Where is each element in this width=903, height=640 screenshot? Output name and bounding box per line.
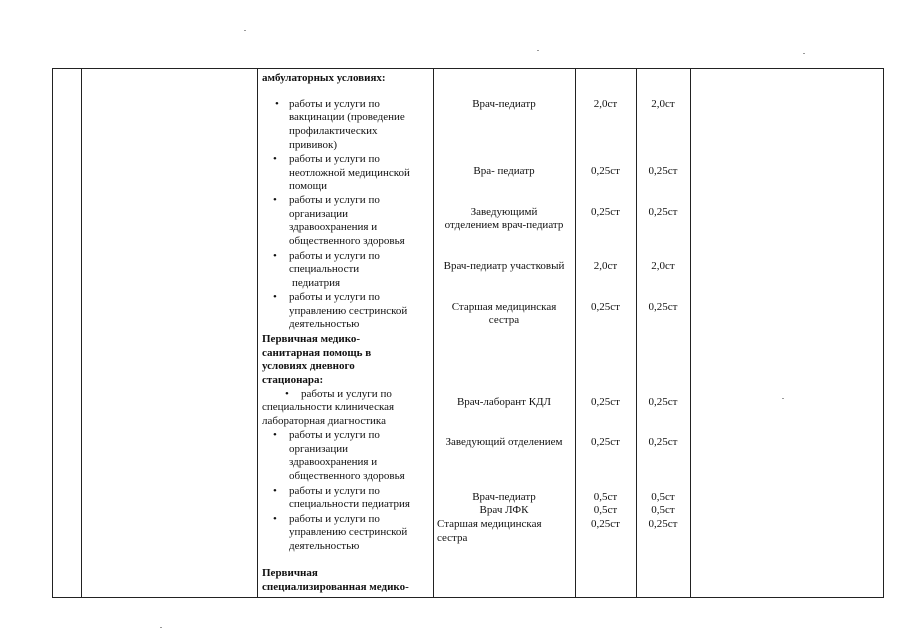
service-line: лабораторная диагностика (262, 415, 386, 427)
position-cell: Врач-педиатр (472, 491, 536, 503)
scan-speck (803, 53, 805, 54)
rate-cell: 0,25ст (648, 206, 678, 218)
rate-cell: 0,5ст (651, 491, 675, 503)
rate-cell: 0,5ст (651, 504, 675, 516)
position-cell: Старшая медицинская (451, 301, 557, 313)
position-cell: Заведующий отделением (445, 436, 563, 448)
service-line: общественного здоровья (289, 235, 405, 247)
section-heading-day-hospital: Первичная медико- (262, 333, 361, 345)
rate-cell: 2,0ст (651, 98, 675, 110)
position-cell: Старшая медицинская (437, 518, 542, 530)
table-column-divider (433, 69, 434, 597)
service-line: здравоохранения и (289, 221, 378, 233)
service-line: работы и услуги по (289, 250, 380, 262)
service-line: профилактических (289, 125, 378, 137)
position-cell: Врач ЛФК (479, 504, 529, 516)
position-cell: отделением врач-педиатр (444, 219, 564, 231)
table-column-divider (690, 69, 691, 597)
rate-cell: 2,0ст (593, 98, 618, 110)
rate-cell: 0,25ст (591, 301, 620, 313)
service-line: помощи (289, 180, 327, 192)
service-line: вакцинации (проведение (289, 111, 405, 123)
service-line: прививок) (289, 139, 337, 151)
bullet-glyph: • (273, 291, 277, 303)
scan-speck (782, 398, 784, 399)
position-cell: Врач-педиатр участковый (443, 260, 565, 272)
rate-cell: 0,25ст (648, 396, 678, 408)
service-line: управлению сестринской (289, 305, 408, 317)
service-line: специальности (289, 263, 360, 275)
bullet-glyph: • (285, 388, 289, 400)
service-line: деятельностью (289, 540, 360, 552)
position-cell: Врач-лаборант КДЛ (456, 396, 552, 408)
position-cell: Заведующимй (470, 206, 538, 218)
service-line: работы и услуги по (289, 98, 380, 110)
table-column-divider (257, 69, 258, 597)
bullet-glyph: • (275, 98, 279, 110)
service-line: специальности педиатрия (289, 498, 410, 510)
service-line: работы и услуги по (289, 513, 380, 525)
scan-speck (160, 627, 162, 628)
bullet-glyph: • (273, 153, 277, 165)
service-line: организации (289, 443, 349, 455)
rate-cell: 2,0ст (651, 260, 675, 272)
bullet-glyph: • (273, 194, 277, 206)
service-line: работы и услуги по (289, 291, 380, 303)
scan-speck (537, 50, 539, 51)
service-line: работы и услуги по (289, 153, 380, 165)
section-heading-specialized: специализированная медико- (262, 581, 409, 593)
table-column-divider (81, 69, 82, 597)
section-heading-day-hospital: санитарная помощь в (262, 347, 372, 359)
scan-speck (244, 30, 246, 31)
service-line: работы и услуги по (289, 194, 380, 206)
position-cell: Врач-педиатр (472, 98, 536, 110)
rate-cell: 0,5ст (593, 491, 618, 503)
section-heading-day-hospital: условиях дневного (262, 360, 355, 372)
rate-cell: 0,25ст (648, 518, 678, 530)
service-line: специальности клиническая (262, 401, 395, 413)
service-line: работы и услуги по (301, 388, 392, 400)
bullet-glyph: • (273, 513, 277, 525)
rate-cell: 0,25ст (648, 165, 678, 177)
bullet-glyph: • (273, 485, 277, 497)
rate-cell: 0,5ст (593, 504, 618, 516)
position-cell: Вра- педиатр (473, 165, 535, 177)
rate-cell: 0,25ст (591, 396, 620, 408)
service-line: общественного здоровья (289, 470, 405, 482)
service-line: неотложной медицинской (289, 167, 410, 179)
rate-cell: 0,25ст (591, 206, 620, 218)
rate-cell: 2,0ст (593, 260, 618, 272)
section-heading-day-hospital: стационара: (262, 374, 324, 386)
rate-cell: 0,25ст (591, 436, 620, 448)
service-line: работы и услуги по (289, 485, 380, 497)
section-heading-specialized: Первичная (262, 567, 318, 579)
service-line: работы и услуги по (289, 429, 380, 441)
service-line: здравоохранения и (289, 456, 378, 468)
position-cell: сестра (437, 532, 468, 544)
rate-cell: 0,25ст (648, 301, 678, 313)
rate-cell: 0,25ст (591, 518, 620, 530)
rate-cell: 0,25ст (648, 436, 678, 448)
service-line: управлению сестринской (289, 526, 408, 538)
service-line: педиатрия (292, 277, 341, 289)
rate-cell: 0,25ст (591, 165, 620, 177)
position-cell: сестра (488, 314, 520, 326)
service-line: деятельностью (289, 318, 360, 330)
bullet-glyph: • (273, 429, 277, 441)
service-line: организации (289, 208, 349, 220)
bullet-glyph: • (273, 250, 277, 262)
section-heading-ambulatory: амбулаторных условиях: (262, 72, 386, 84)
